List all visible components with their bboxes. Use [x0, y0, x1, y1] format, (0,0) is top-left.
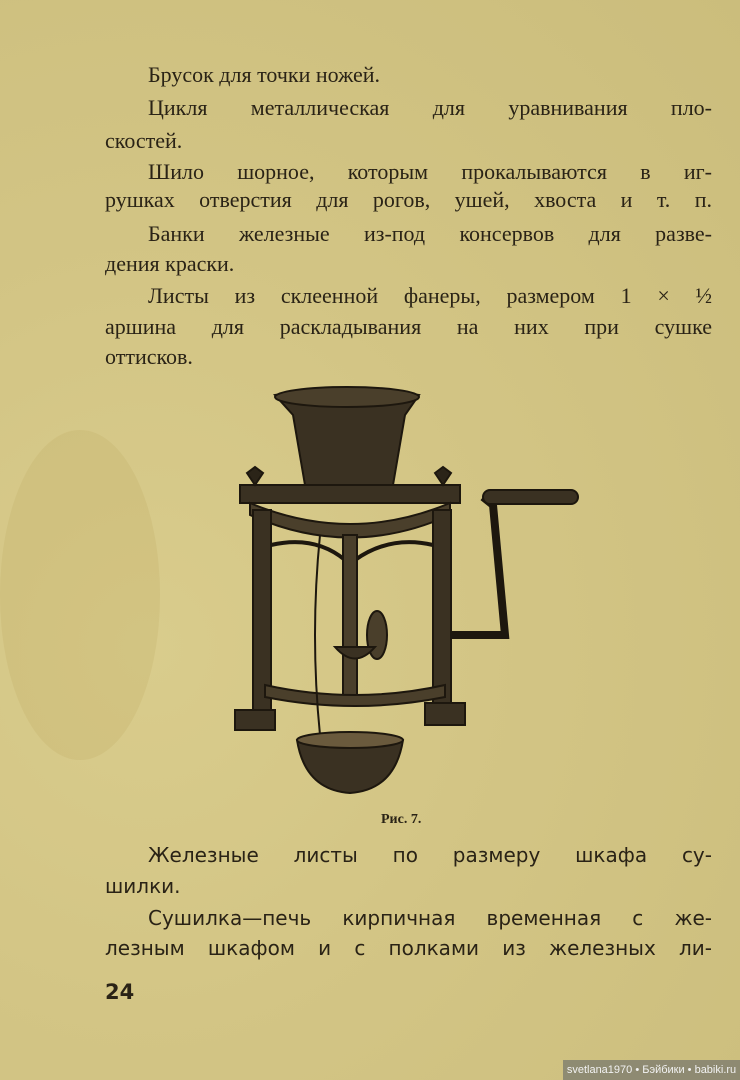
text-line: Брусок для точки ножей. — [148, 62, 381, 87]
text-line: оттисков. — [105, 344, 193, 369]
text-line: шилки. — [105, 874, 181, 898]
text-line: рушках отверстия для рогов, ушей, хвоста и т. п. — [105, 187, 712, 212]
text-line: скостей. — [105, 128, 183, 153]
text-line: Банки железные из-под консервов для разве- — [148, 221, 712, 246]
page-number: 24 — [105, 980, 135, 1004]
text-line: Шило шорное, которым прокалываются в иг- — [148, 159, 712, 184]
text-line: дения краски. — [105, 251, 235, 276]
text-line: аршина для раскладывания на них при сушке — [105, 314, 712, 339]
paper-stain — [0, 430, 160, 760]
text-line: Сушилка—печь кирпичная временная с же- — [148, 906, 712, 930]
text-line: Железные листы по размеру шкафа су- — [148, 843, 712, 867]
text-line: Цикля металлическая для уравнивания пло- — [148, 95, 712, 120]
figure-grinder-machine-illustration — [225, 385, 585, 800]
text-line: лезным шкафом и с полками из железных ли- — [105, 936, 712, 960]
text-line: Листы из склеенной фанеры, размером 1 × ½ — [148, 283, 712, 308]
watermark: svetlana1970 • Бэйбики • babiki.ru — [563, 1060, 740, 1080]
figure-caption: Рис. 7. — [381, 812, 422, 827]
